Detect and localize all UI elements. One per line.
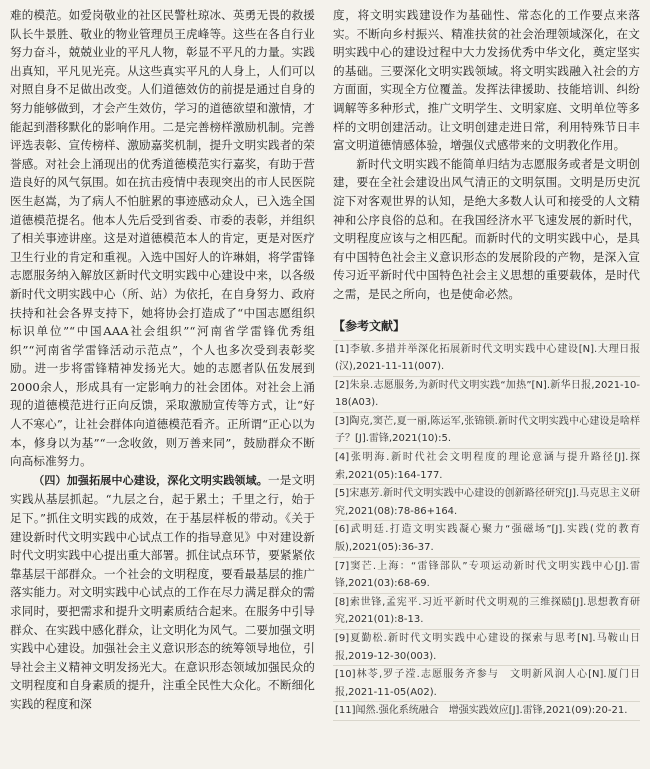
body-paragraph: 难的模范。如爱岗敬业的社区民警杜琼冰、英勇无畏的救援队长牛景胜、敬业的物业管理员王虎峰等。这些在各自行业努力奋斗，兢兢业业的平凡人物，彰显不平凡的力量。实践出真知，平凡见光亮。从这些真实平凡的人身上，人们可以对照自身不足做出改变。人们道德效仿的前提是通过自身的努力能够做到，才会产生效仿，学习的道德欲望和激情，才能起到潜移默化的影响作用。二是完善榜样激励机制。完善评选表彰、宣传榜样、激励嘉奖机制，提升文明实践者的荣誉感。对社会上涌现出的优秀道德模范实行嘉奖，有助于营造良好的风气氛围。如在抗击疫情中表现突出的市人民医院医生赵嵩，为了病人不怕脏累的事迹感动众人，已入选全国道德模范提名。他本人先后受到省委、市委的表彰，并组织了相关事迹讲座。这是对道德模范本人的肯定，更是对医疗卫生行业的肯定和重视。入选中国好人的许琳娟，将学雷锋志愿服务纳入解放区新时代文明实践中心建设中来，以各级新时代文明实践中心（所、站）为依托，在自身努力、政府扶持和社会各界支持下，她将协会打造成了“中国志愿组织标识单位”“中国AAA社会组织”“河南省学雷锋优秀组织”“河南省学雷锋活动示范点”，个人也多次受到表彰奖励。进一步将雷锋精神发扬光大。她的志愿者队伍发展到2000余人，形成具有一定影响力的社会团体。对社会上涌现的道德模范进行正向反馈，采取激励宣传等方式，让“好人不寒心”，让社会群体向道德模范看齐。正所谓“正心以为本，修身以为基”“一念收敛，则万善来同”，鼓励群众不断向高标准努力。 [10,8,315,469]
references-heading: 【参考文献】 [333,318,406,333]
reference-item: [7]窦芒.上海：“雷锋部队”专项运动新时代文明实践中心[J].雷锋,2021(03):68-69. [333,557,640,593]
references-list [333,340,640,721]
body-paragraph: 度，将文明实践建设作为基础性、常态化的工作要点来落实。不断向乡村振兴、精准扶贫的社会治理领域深化，在文明实践中心的建设过程中大力发扬优秀中华文化，奠定坚实的基础。三要深化文明实践领域。将文明实践融入社会的方方面面，实现全方位覆盖。发挥法律援助、技能培训、纠纷调解等多种形式，推广文明学生、文明家庭、文明单位等多样的文明创建活动。让文明创建走进日常，利用特殊节日丰富文明道德情感体验，增强仪式感带来的文明教化作用。 [333,8,640,153]
section-paragraph [10,471,315,714]
reference-item: [10]林苓,罗子滢.志愿服务齐参与 文明新风润人心[N].厦门日报,2021-11-05(A02). [333,665,640,701]
reference-item: [2]朱泉.志愿服务,为新时代文明实践“加热”[N].新华日报,2021-10-18(A03). [333,376,640,412]
left-column [10,6,315,714]
section-heading: （四）加强拓展中心建设，深化文明实践领域。 [33,473,268,487]
reference-item: [8]索世锋,孟宪平.习近平新时代文明观的三维探赜[J].思想教育研究,2021(01):8-13. [333,593,640,629]
reference-item: [5]宋惠芳.新时代文明实践中心建设的创新路径研究[J].马克思主义研究,2021(08):78-86+164. [333,484,640,520]
conclusion-paragraph: 新时代文明实践不能简单归结为志愿服务或者是文明创建，要在全社会建设出风气清正的文明氛围。文明是历史沉淀下对客观世界的认知，是绝大多数人认可和接受的人文精神和公序良俗的总和。在我国经济水平飞速发展的新时代，文明程度应该与之相匹配。而新时代的文明实践中心，是具有中国特色社会主义意识形态的发展阶段的产物，是深入宣传习近平新时代中国特色社会主义思想的重要载体，是时代之需，是民之所向，也是使命必然。 [333,156,640,301]
reference-item: [9]夏勤松.新时代文明实践中心建设的探索与思考[N].马鞍山日报,2019-12-30(003). [333,629,640,665]
reference-item: [6]武明廷.打造文明实践凝心聚力“强磁场”[J].实践(党的教育版),2021(05):36-37. [333,520,640,556]
reference-item: [1]李敏.多措并举深化拓展新时代文明实践中心建设[N].大理日报(汉),2021-11-11(007). [333,340,640,376]
reference-item: [11]闻然.强化系统融合 增强实践效应[J].雷锋,2021(09):20-21. [333,701,640,721]
right-column [333,6,640,721]
reference-item: [3]陶克,窦芒,夏一丽,陈运军,张锦锁.新时代文明实践中心建设是啥样子？[J].雷锋,2021(10):5. [333,412,640,448]
section-body: 一是文明实践从基层抓起。“九层之台，起于累土；千里之行，始于足下。”抓住文明实践的成效，在于基层样板的带动。《关于建设新时代文明实践中心试点工作的指导意见》中对建设新时代文明实践中心提出重大部署。抓住试点环节，要紧紧依靠基层干部群众。一个社会的文明程度，要看最基层的推广落实能力。对文明实践中心试点的工作在尽力满足群众的需求同时，要把需求和提升文明素质结合起来。在服务中引导群众、在实践中感化群众，让文明化为风气。二要加强文明实践中心建设。加强社会主义意识形态的统筹领导地位，引导社会主义精神文明发扬光大。在意识形态领域加强民众的文明程度和自身素质的提升，注重全民性大众化。不断细化实践的程度和深 [10,472,315,711]
reference-item: [4]张明海.新时代社会文明程度的理论意涵与提升路径[J].探索,2021(05):164-177. [333,448,640,484]
